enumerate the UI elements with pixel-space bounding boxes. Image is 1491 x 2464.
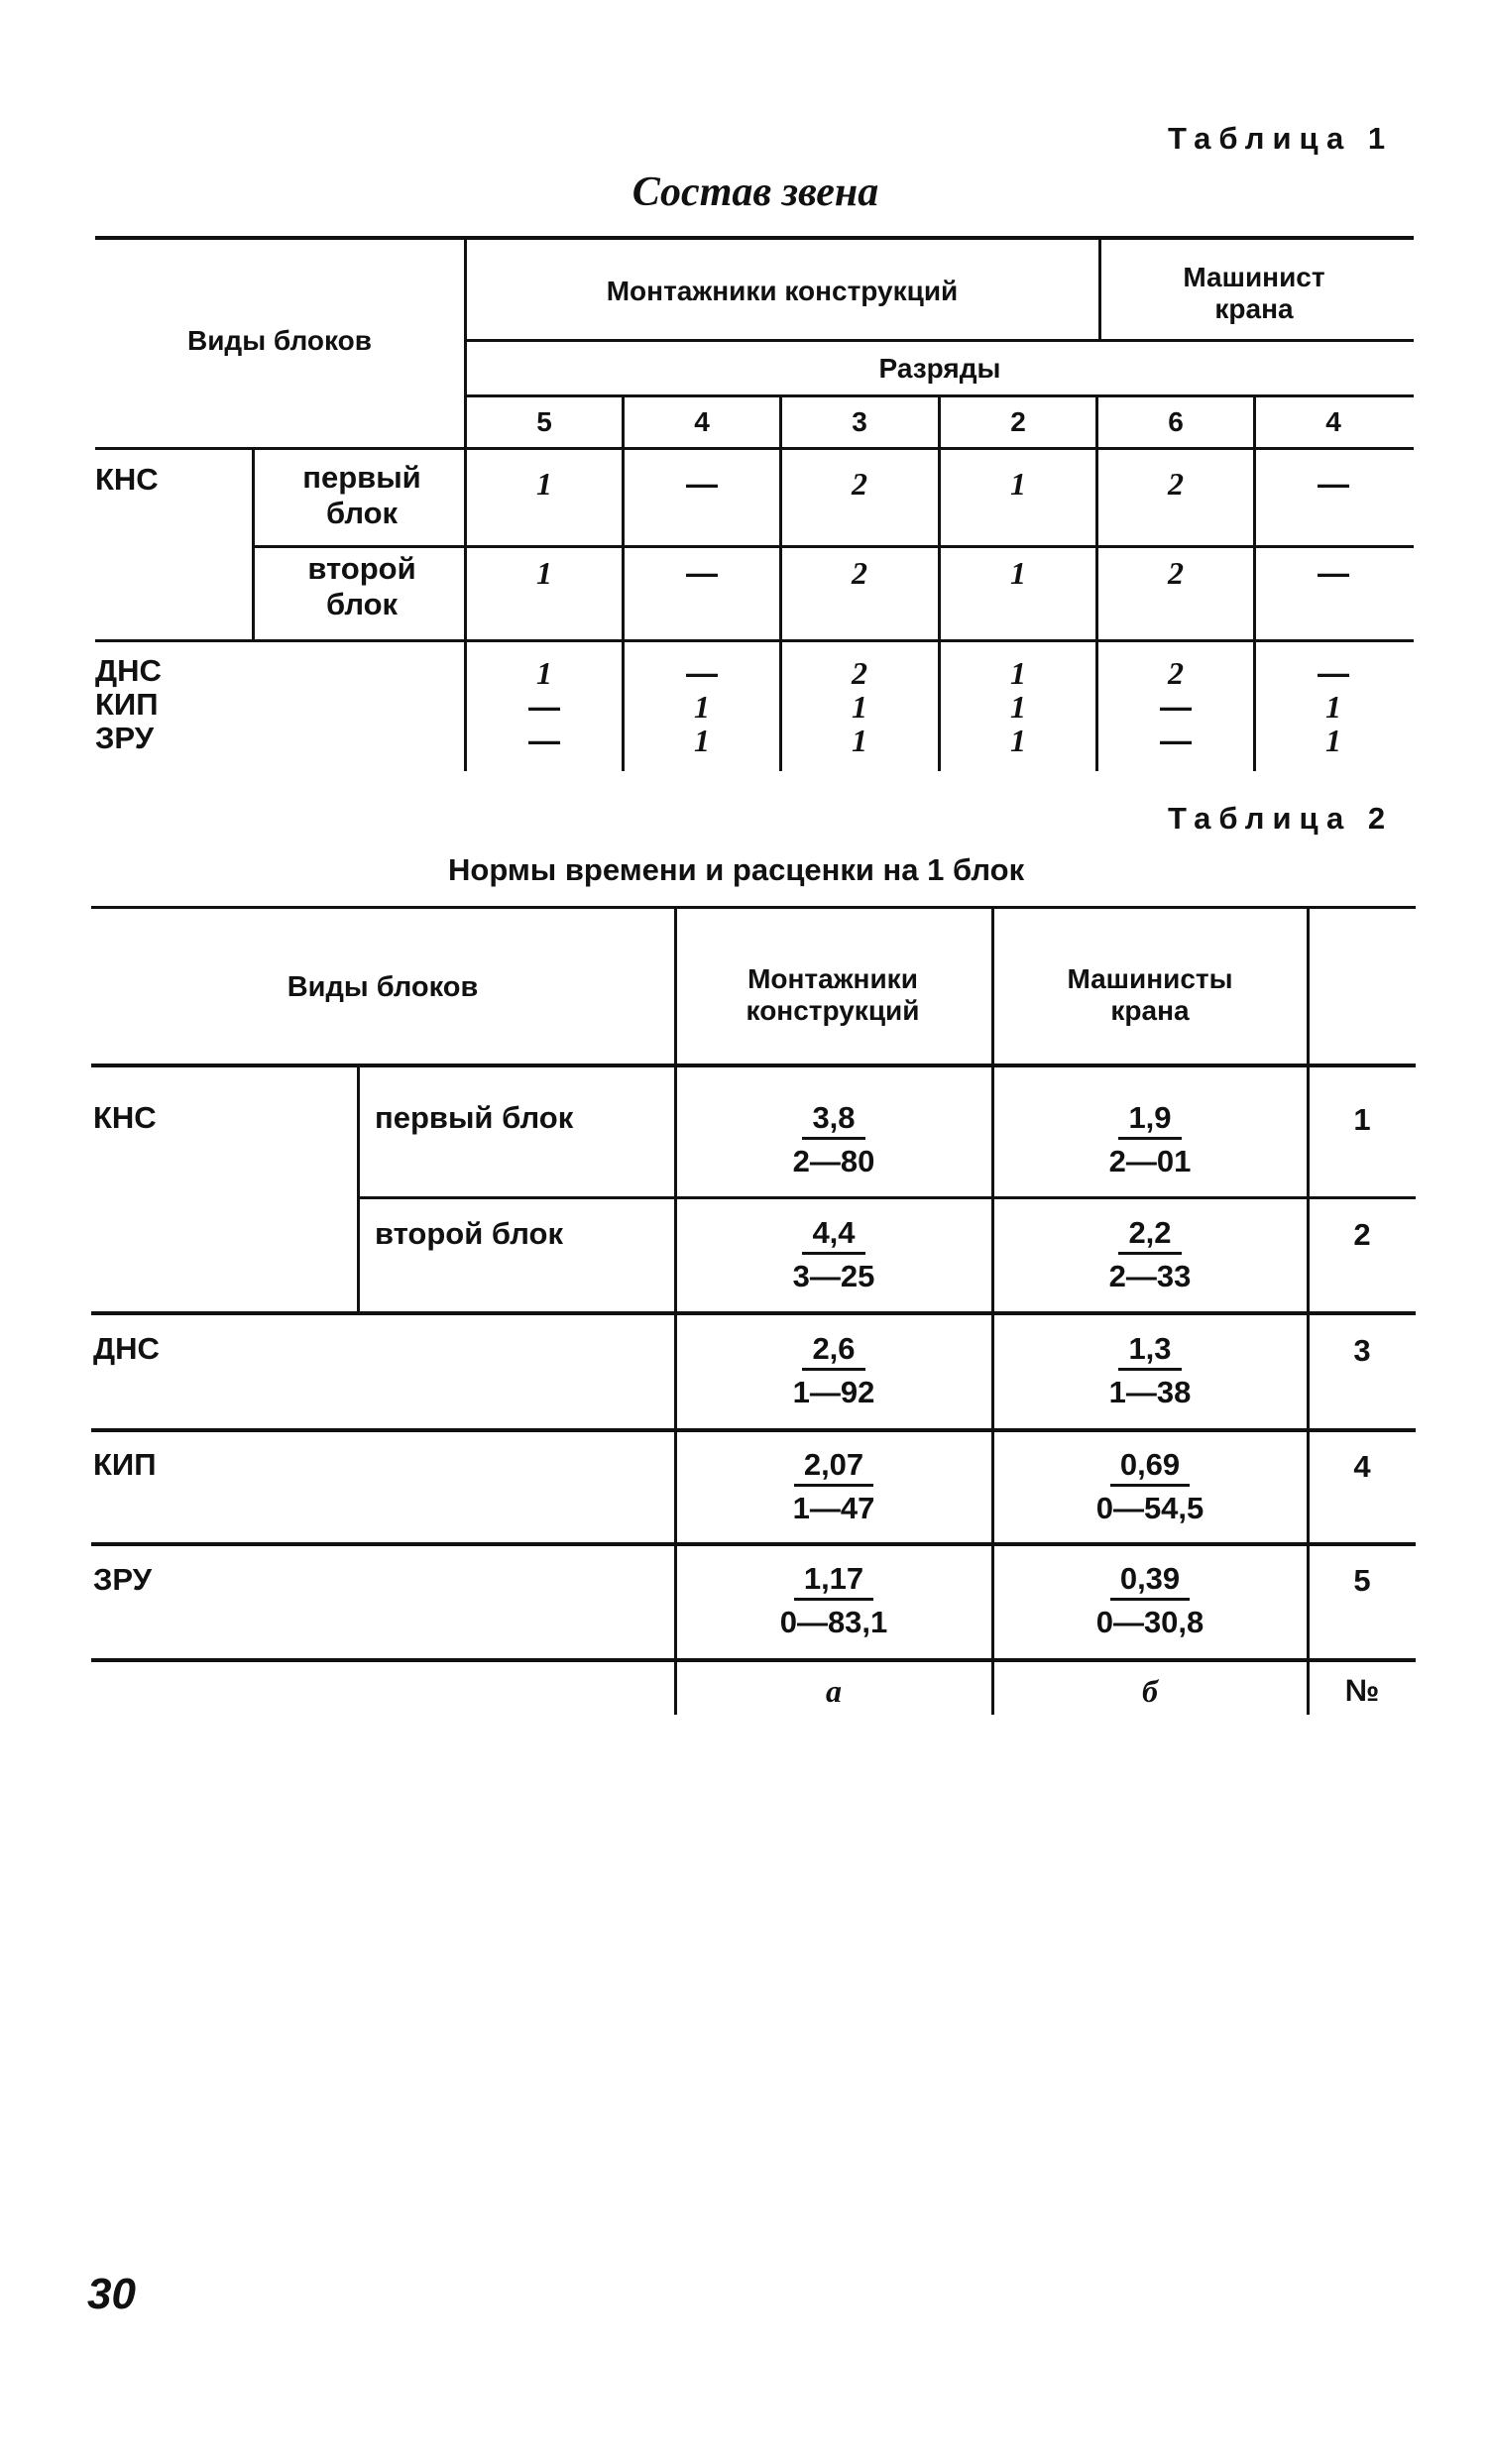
table2-norm-fraction: [676, 1561, 991, 1642]
rate: 0—54,5: [1095, 1491, 1204, 1525]
table1-value-cell: 1: [1010, 689, 1026, 725]
table1-value-cell: 1: [1325, 723, 1341, 758]
table2-row-name: ДНС: [93, 1331, 160, 1366]
table2-title: Нормы времени и расценки на 1 блок: [448, 852, 1025, 887]
table2-norm-fraction: [993, 1447, 1307, 1528]
table1-row-name: ДНС: [95, 653, 162, 688]
table2-norm-fraction: [993, 1100, 1307, 1181]
table1-value-cell: 1: [852, 723, 867, 758]
table2-subrow-label: первый блок: [375, 1100, 574, 1135]
table1-value-cell: 1: [852, 689, 867, 725]
table1-ranks-header: Разряды: [878, 353, 1001, 384]
table1-rank-cell: 3: [852, 406, 867, 437]
table1-value-cell: 2: [852, 466, 867, 502]
table2-row-name: ЗРУ: [93, 1562, 152, 1597]
table2-row-number: 1: [1353, 1102, 1371, 1137]
table1-value-cell: 1: [694, 689, 710, 725]
table1-subrow-label: первый блок: [302, 460, 421, 530]
table2-norm-fraction: [993, 1331, 1307, 1412]
table1-value-cell: 2: [852, 555, 867, 591]
table1-value-cell: 1: [1010, 655, 1026, 691]
table1-value-cell: 1: [1010, 555, 1026, 591]
table1-value-cell: 2: [1168, 555, 1184, 591]
table1-row-name: ЗРУ: [95, 721, 154, 755]
table1-group-header-crane: Машинист крана: [1183, 262, 1325, 324]
rate: 3—25: [792, 1259, 875, 1293]
table1-value-cell: —: [686, 555, 718, 591]
table2-subrow-label: второй блок: [375, 1216, 564, 1251]
table2-col-header-crane: Машинисты крана: [1067, 963, 1233, 1026]
table1-row-label-header: Виды блоков: [187, 325, 372, 356]
table1-rank-cell: 4: [694, 406, 710, 437]
table1-group-header-installers: Монтажники конструкций: [606, 276, 959, 306]
rate: 0—30,8: [1095, 1605, 1204, 1639]
table1-rank-cell: 5: [536, 406, 552, 437]
time-norm: 4,4: [802, 1216, 864, 1255]
time-norm: 2,2: [1118, 1216, 1181, 1255]
table2-row-number: 2: [1353, 1217, 1371, 1252]
table1-value-cell: 1: [1325, 689, 1341, 725]
table2-row-label-header: Виды блоков: [287, 971, 479, 1003]
table1-value-cell: 2: [1168, 655, 1184, 691]
table2-col-header-installers: Монтажники конструкций: [746, 963, 920, 1026]
table1-value-cell: —: [528, 689, 560, 725]
rate: 2—01: [1108, 1144, 1192, 1178]
table2-column-letter: б: [1142, 1673, 1158, 1709]
time-norm: 1,17: [794, 1562, 873, 1601]
table2-row-name: КНС: [93, 1100, 157, 1135]
rate: 1—92: [792, 1375, 875, 1409]
table2-norm-fraction: [676, 1331, 991, 1412]
table1-row-name: КИП: [95, 687, 159, 722]
rate: 1—38: [1108, 1375, 1192, 1409]
rate: 1—47: [792, 1491, 875, 1525]
table1-row-name: КНС: [95, 462, 159, 497]
table2-norm-fraction: [676, 1100, 991, 1181]
table1-subrow-label: второй блок: [307, 551, 416, 621]
table1-value-cell: 2: [1168, 466, 1184, 502]
table1-title: Состав звена: [631, 169, 879, 215]
time-norm: 1,9: [1118, 1101, 1181, 1140]
table1-caption: Таблица 1: [1168, 121, 1394, 156]
table1-rank-cell: 4: [1325, 406, 1341, 437]
table1-value-cell: —: [686, 655, 718, 691]
rate: 0—83,1: [779, 1605, 888, 1639]
table1-value-cell: —: [1318, 466, 1349, 502]
table1-value-cell: —: [1160, 689, 1192, 725]
table1-value-cell: 1: [1010, 723, 1026, 758]
table2-norm-fraction: [993, 1561, 1307, 1642]
page-number: 30: [87, 2270, 136, 2318]
time-norm: 3,8: [802, 1101, 864, 1140]
table1-value-cell: —: [1160, 723, 1192, 758]
table2-caption: Таблица 2: [1168, 801, 1394, 836]
table2-norm-fraction: [676, 1215, 991, 1296]
time-norm: 2,6: [802, 1332, 864, 1371]
table2-row-number: 5: [1353, 1563, 1371, 1598]
table1-value-cell: 1: [536, 655, 552, 691]
table1-value-cell: 1: [1010, 466, 1026, 502]
table1-rank-cell: 2: [1010, 406, 1026, 437]
table1-value-cell: —: [686, 466, 718, 502]
table2-norm-fraction: [676, 1447, 991, 1528]
table1-value-cell: 1: [694, 723, 710, 758]
table1-value-cell: —: [1318, 655, 1349, 691]
table2-row-number: 4: [1353, 1449, 1371, 1484]
table1-value-cell: 2: [852, 655, 867, 691]
table2-column-letter: а: [826, 1673, 842, 1709]
table1-value-cell: 1: [536, 466, 552, 502]
table2-norm-fraction: [993, 1215, 1307, 1296]
time-norm: 2,07: [794, 1448, 873, 1487]
time-norm: 0,39: [1110, 1562, 1190, 1601]
table2-row-number: 3: [1353, 1333, 1371, 1368]
table1-rank-cell: 6: [1168, 406, 1184, 437]
rate: 2—33: [1108, 1259, 1192, 1293]
table1-value-cell: —: [1318, 555, 1349, 591]
time-norm: 1,3: [1118, 1332, 1181, 1371]
table1-value-cell: 1: [536, 555, 552, 591]
rate: 2—80: [792, 1144, 875, 1178]
table2-number-sign: №: [1344, 1673, 1380, 1708]
time-norm: 0,69: [1110, 1448, 1190, 1487]
table2-row-name: КИП: [93, 1447, 157, 1482]
table1-value-cell: —: [528, 723, 560, 758]
